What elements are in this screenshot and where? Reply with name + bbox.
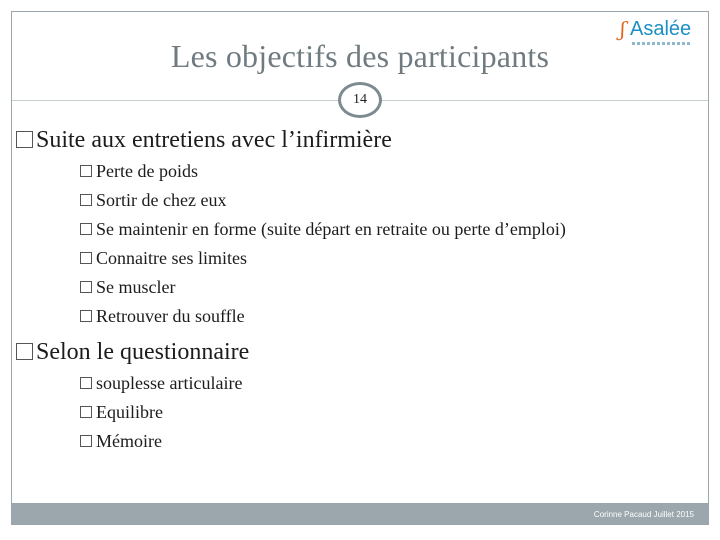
list-item-text: Mémoire <box>96 431 162 451</box>
list-item <box>80 161 198 182</box>
list-item <box>80 277 175 298</box>
bullet-box-icon <box>16 343 33 360</box>
bullet-box-icon <box>80 406 92 418</box>
list-item <box>80 431 162 452</box>
list-item-text: Retrouver du souffle <box>96 306 245 326</box>
list-item <box>80 248 247 269</box>
list-item-text: Se muscler <box>96 277 176 297</box>
list-item <box>80 306 245 327</box>
list-item-text: Perte de poids <box>96 161 198 181</box>
logo-text: Asalée <box>630 18 692 40</box>
section-heading <box>16 339 249 366</box>
list-item <box>80 190 226 211</box>
list-item-text: Se maintenir en forme (suite départ en retraite ou perte d’emploi) <box>96 219 566 239</box>
list-item-text: Sortir de chez eux <box>96 190 227 210</box>
bullet-box-icon <box>80 252 92 264</box>
logo-tagline-decoration <box>632 42 692 45</box>
asalee-logo <box>620 18 698 58</box>
list-item <box>80 219 566 240</box>
footer-credit: Corinne Pacaud Juillet 2015 <box>593 510 694 519</box>
list-item <box>80 373 242 394</box>
bullet-box-icon <box>80 310 92 322</box>
bullet-box-icon <box>80 281 92 293</box>
bullet-box-icon <box>80 435 92 447</box>
bullet-box-icon <box>80 223 92 235</box>
list-item-text: souplesse articulaire <box>96 373 243 393</box>
list-item-text: Connaitre ses limites <box>96 248 247 268</box>
bullet-box-icon <box>80 377 92 389</box>
section-heading <box>16 127 392 154</box>
page-number: 14 <box>353 92 367 107</box>
logo-swash-icon: ʃ <box>620 17 626 41</box>
list-item <box>80 402 163 423</box>
section-heading-text: Suite aux entretiens avec l’infirmière <box>36 127 392 153</box>
bullet-box-icon <box>80 194 92 206</box>
list-item-text: Equilibre <box>96 402 163 422</box>
section-heading-text: Selon le questionnaire <box>36 339 250 365</box>
bullet-box-icon <box>80 165 92 177</box>
bullet-box-icon <box>16 131 33 148</box>
slide-title: Les objectifs des participants <box>170 38 550 74</box>
